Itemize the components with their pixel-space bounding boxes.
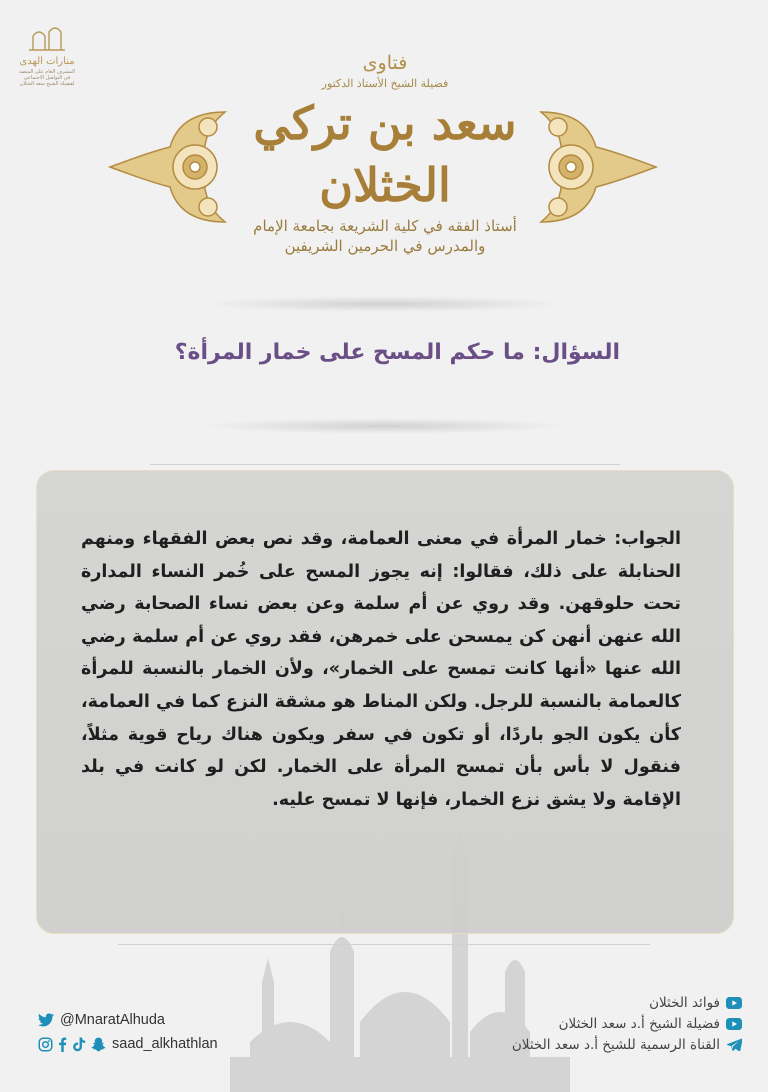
brand-logo xyxy=(18,22,76,94)
sheikh-title: فضيلة الشيخ الأستاذ الدكتور xyxy=(321,77,449,90)
telegram-icon xyxy=(726,1038,742,1052)
twitter-handle: @MnaratAlhuda xyxy=(60,1012,165,1028)
twitter-row[interactable] xyxy=(38,1008,318,1032)
instagram-icon[interactable] xyxy=(38,1037,53,1052)
ornament-right-icon xyxy=(536,92,666,242)
footer-social xyxy=(38,1008,318,1056)
facebook-icon[interactable] xyxy=(58,1037,67,1052)
sheikh-name: سعد بن تركي الخثلان xyxy=(253,96,517,212)
channel-label: فضيلة الشيخ أ.د سعد الخثلان xyxy=(558,1015,720,1032)
channel-label: فوائد الخثلان xyxy=(649,994,720,1011)
divider-line xyxy=(150,464,620,465)
logo-subtitle: المشرف العام على المنصة في التواصل الاجتماعي لفضيلة الشيخ سعد الخثلان xyxy=(18,69,76,87)
answer-text: الجواب: خمار المرأة في معنى العمامة، وقد نص بعض الفقهاء ومنهم الحنابلة على ذلك، فقالوا: إنه يجوز المسح على خُمر النساء المدارة تحت حلوقهن. وقد روي عن أم سلمة وعن بعض نساء الصحابة رضي الله عنهن أنهن كن يمسحن على خمرهن، فقد روي عن أم سلمة رضي الله عنها «أنها كانت تمسح على الخمار»، ولأن الخمار بالنسبة للمرأة كالعمامة بالنسبة للرجل. ولكن المناط هو مشقة النزع كما في العمامة، كأن يكون الجو باردًا، أو تكون في سفر ويكون هناك رياح قوية مثلاً، فنقول لا بأس بأن تمسح المرأة على الخمار. لكن لو كانت في بلد الإقامة ولا يشق نزع الخمار، فإنها لا تمسح عليه. xyxy=(81,529,681,810)
sheikh-position-2: والمدرس في الحرمين الشريفين xyxy=(284,237,486,255)
social-handle: saad_alkhathlan xyxy=(112,1036,218,1052)
youtube-icon xyxy=(726,996,742,1010)
social-icons xyxy=(38,1037,106,1052)
snapchat-icon[interactable] xyxy=(91,1037,106,1052)
question-heading: السؤال: ما حكم المسح على خمار المرأة؟ xyxy=(174,340,620,365)
divider-glow-top xyxy=(200,296,568,312)
ornament-left-icon xyxy=(100,92,230,242)
minaret-logo-icon xyxy=(27,22,67,52)
divider-glow-middle xyxy=(200,418,568,434)
twitter-icon xyxy=(38,1013,54,1027)
answer-box xyxy=(36,470,734,934)
social-handle-row[interactable] xyxy=(38,1032,318,1056)
sheikh-header xyxy=(230,50,540,256)
sheikh-position-1: أستاذ الفقه في كلية الشريعة بجامعة الإمام xyxy=(253,217,517,235)
fatawa-heading: فتاوى xyxy=(362,52,408,74)
footer-divider xyxy=(118,944,650,945)
channel-label: القناة الرسمية للشيخ أ.د سعد الخثلان xyxy=(511,1036,720,1053)
channel-row[interactable] xyxy=(422,992,742,1013)
tiktok-icon[interactable] xyxy=(72,1037,86,1052)
youtube-icon xyxy=(726,1017,742,1031)
channel-row[interactable] xyxy=(422,1034,742,1055)
channel-row[interactable] xyxy=(422,1013,742,1034)
footer-channels xyxy=(422,992,742,1055)
logo-name: منارات الهدى xyxy=(19,56,75,67)
